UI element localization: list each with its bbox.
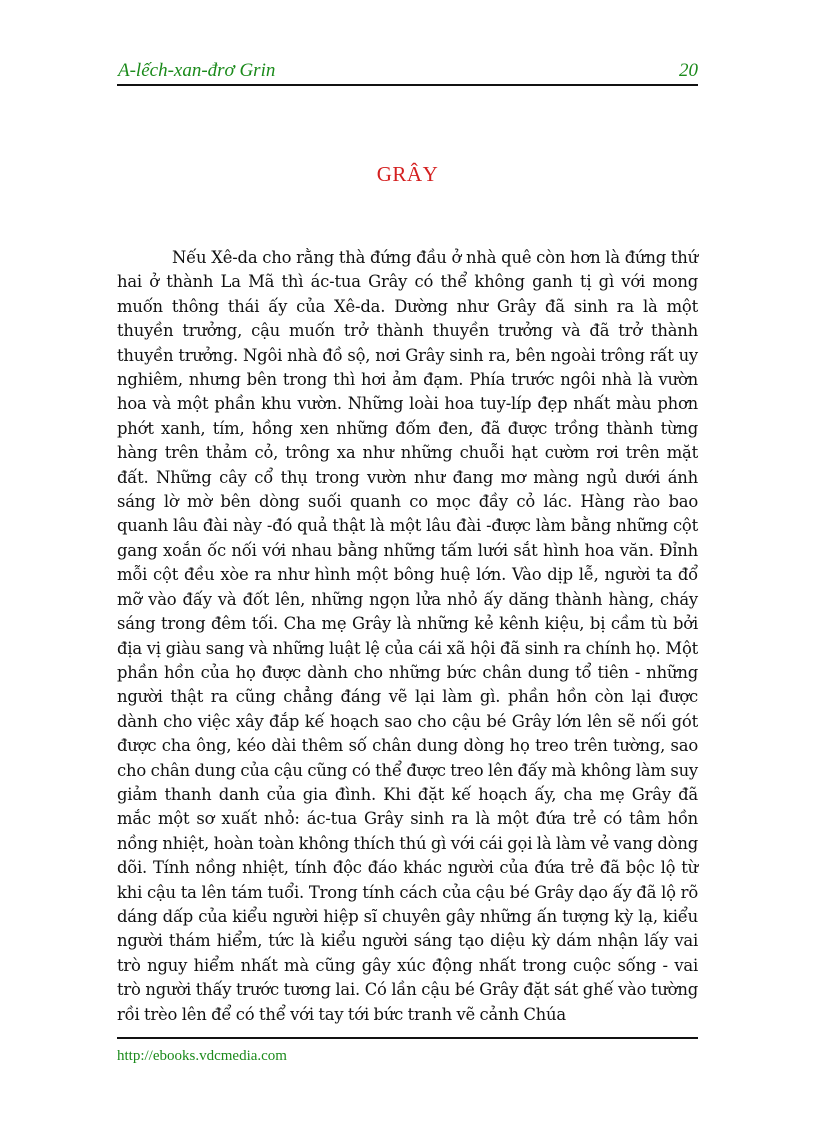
header-page-number: 20 [679,60,698,81]
chapter-title: GRÂY [376,162,439,186]
header-author: A-lếch-xan-đrơ Grin [118,60,276,81]
footer-url-link[interactable]: http://ebooks.vdcmedia.com [117,1048,287,1064]
page-footer [117,1037,698,1065]
page-header [117,60,698,86]
body-paragraph: Nếu Xê-da cho rằng thà đứng đầu ở nhà quê còn hơn là đứng thứ hai ở thành La Mã thì ác-tua Grây có thể không ganh tị gì với mong muốn thông thái ấy của Xê-da. Dường như Grây đã sinh ra là một thuyền trưởng, cậu muốn trở thành thuyền trưởng và đã trở thành thuyền trưởng. Ngôi nhà đồ sộ, nơi Grây sinh ra, bên ngoài trông rất uy nghiêm, nhưng bên trong thì hơi ảm đạm. Phía trước ngôi nhà là vườn hoa và một phần khu vườn. Những loài hoa tuy-líp đẹp nhất màu phơn phớt xanh, tím, hồng xen những đốm đen, đã được trồng thành từng hàng trên thảm cỏ, trông xa như những chuỗi hạt cườm rơi trên mặt đất. Những cây cổ thụ trong vườn như đang mơ màng ngủ dưới ánh sáng lờ mờ bên dòng suối quanh co mọc đầy cỏ lác. Hàng rào bao quanh lâu đài này -đó quả thật là một lâu đài -được làm bằng những cột gang xoắn ốc nối với nhau bằng những tấm lưới sắt hình hoa văn. Đỉnh mỗi cột đều xòe ra như hình một bông huệ lớn. Vào dịp lễ, người ta đổ mỡ vào đấy và đốt lên, những ngọn lửa nhỏ ấy dăng thành hàng, cháy sáng trong đêm tối. Cha mẹ Grây là những kẻ kênh kiệu, bị cầm tù bởi địa vị giàu sang và những luật lệ của cái xã hội đã sinh ra chính họ. Một phần hồn của họ được dành cho những bức chân dung tổ tiên - những người thật ra cũng chẳng đáng vẽ lại làm gì. phần hồn còn lại được dành cho việc xây đắp kế hoạch sao cho cậu bé Grây lớn lên sẽ nối gót được cha ông, kéo dài thêm số chân dung dòng họ treo trên tường, sao cho chân dung của cậu cũng có thể được treo lên đấy mà không làm suy giảm thanh danh của gia đình. Khi đặt kế hoạch ấy, cha mẹ Grây đã mắc một sơ xuất nhỏ: ác-tua Grây sinh ra là một đứa trẻ có tâm hồn nồng nhiệt, hoàn toàn không thích thú gì với cái gọi là làm vẻ vang dòng dõi. Tính nồng nhiệt, tính độc đáo khác người của đứa trẻ đã bộc lộ từ khi cậu ta lên tám tuổi. Trong tính cách của cậu bé Grây dạo ấy đã lộ rõ dáng dấp của kiểu người hiệp sĩ chuyên gây những ấn tượng kỳ lạ, kiểu người thám hiểm, tức là kiểu người sáng tạo diệu kỳ dám nhận lấy vai trò nguy hiểm nhất mà cũng gây xúc động nhất trong cuộc sống - vai trò người thấy trước tương lai. Có lần cậu bé Grây đặt sát ghế vào tường rồi trèo lên để có thể với tay tới bức tranh vẽ cảnh Chúa [117,248,698,1024]
